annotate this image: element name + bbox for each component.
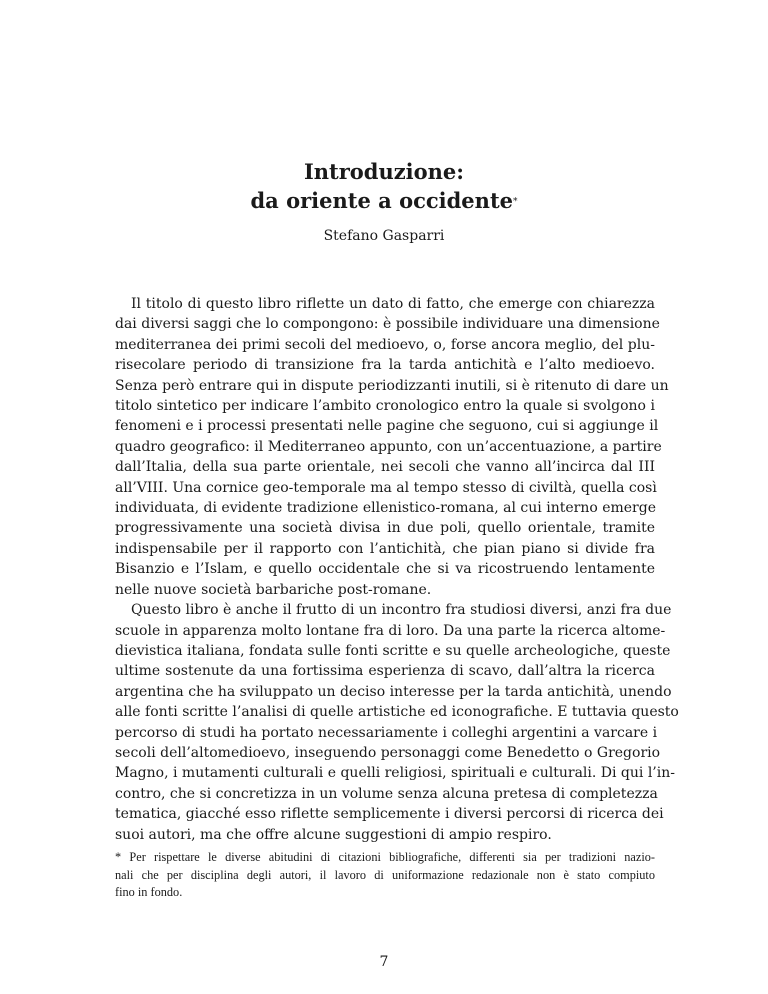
text-line: titolo sintetico per indicare l’ambito cronologico entro la quale si svolgono i: [115, 398, 655, 415]
text-line: dall’Italia, della sua parte orientale, nei secoli che vanno all’incirca dal III: [115, 459, 655, 476]
text-line: Bisanzio e l’Islam, e quello occidentale che si va ricostruendo lentamente: [115, 561, 655, 578]
footnote-line: nali che per disciplina degli autori, il lavoro di uniformazione redazionale non è stato compiuto: [115, 867, 655, 882]
text-line: Il titolo di questo libro riflette un dato di fatto, che emerge con chiarezza: [131, 296, 655, 312]
text-line: indispensabile per il rapporto con l’antichità, che pian piano si divide fra: [115, 540, 655, 557]
text-line: percorso di studi ha portato necessariamente i colleghi argentini a varcare i: [115, 724, 658, 741]
text-line: argentina che ha sviluppato un deciso interesse per la tarda antichità, unendo: [115, 683, 672, 700]
text-line: Magno, i mutamenti culturali e quelli religiosi, spirituali e culturali. Di qui l’in-: [115, 765, 675, 782]
chapter-title-line-1: Introduzione:: [303, 159, 465, 184]
paragraph-2: [115, 600, 679, 845]
chapter-title-line-2: da oriente a occidente: [250, 188, 513, 213]
chapter-title: [0, 157, 768, 215]
text-line: secoli dell’altomedioevo, inseguendo personaggi come Benedetto o Gregorio: [115, 744, 661, 761]
page-number: 7: [379, 954, 389, 970]
text-line: dievistica italiana, fondata sulle fonti scritte e su quelle archeologiche, queste: [115, 642, 671, 659]
footnote-line: [115, 849, 655, 867]
text-line: ultime sostenute da una fortissima esperienza di scavo, dall’altra la ricerca: [115, 663, 655, 680]
text-line: all’VIII. Una cornice geo-temporale ma al tempo stesso di civiltà, quella così: [115, 479, 657, 496]
text-line: individuata, di evidente tradizione ellenistico-romana, al cui interno emerge: [115, 500, 656, 517]
footnote-marker: *: [115, 850, 122, 864]
footnote: [115, 849, 655, 902]
text-line: Senza però entrare qui in dispute periodizzanti inutili, si è ritenuto di dare un: [115, 377, 669, 394]
text-line: dai diversi saggi che lo compongono: è possibile individuare una dimensione: [115, 316, 660, 333]
text-line: progressivamente una società divisa in due poli, quello orientale, tramite: [115, 520, 655, 537]
body-text: [115, 294, 679, 845]
text-line: scuole in apparenza molto lontane fra di loro. Da una parte la ricerca altome-: [115, 622, 666, 639]
text-line: fenomeni e i processi presentati nelle pagine che seguono, cui si aggiunge il: [115, 418, 659, 435]
text-line: Questo libro è anche il frutto di un incontro fra studiosi diversi, anzi fra due: [131, 602, 672, 619]
footnote-line: fino in fondo.: [115, 885, 183, 899]
title-footnote-marker: *: [513, 197, 518, 207]
text-line: risecolare periodo di transizione fra la tarda antichità e l’alto medioevo.: [115, 357, 655, 374]
text-line: contro, che si concretizza in un volume senza alcuna pretesa di completezza: [115, 785, 658, 802]
text-line: mediterranea dei primi secoli del medioevo, o, forse ancora meglio, del plu-: [115, 336, 655, 353]
text-line: tematica, giacché esso riflette semplicemente i diversi percorsi di ricerca dei: [115, 806, 664, 823]
footnote-text: Per rispettare le diverse abitudini di citazioni bibliografiche, differenti sia per tradizioni nazio-: [129, 850, 656, 864]
text-line: alle fonti scritte l’analisi di quelle artistiche ed iconografiche. E tuttavia questo: [115, 704, 679, 721]
text-line: quadro geografico: il Mediterraneo appunto, con un’accentuazione, a partire: [115, 438, 662, 455]
author-name: Stefano Gasparri: [323, 228, 445, 244]
text-line: nelle nuove società barbariche post-romane.: [115, 581, 432, 598]
paragraph-1: [115, 294, 669, 600]
text-line: suoi autori, ma che offre alcune suggestioni di ampio respiro.: [115, 826, 552, 843]
